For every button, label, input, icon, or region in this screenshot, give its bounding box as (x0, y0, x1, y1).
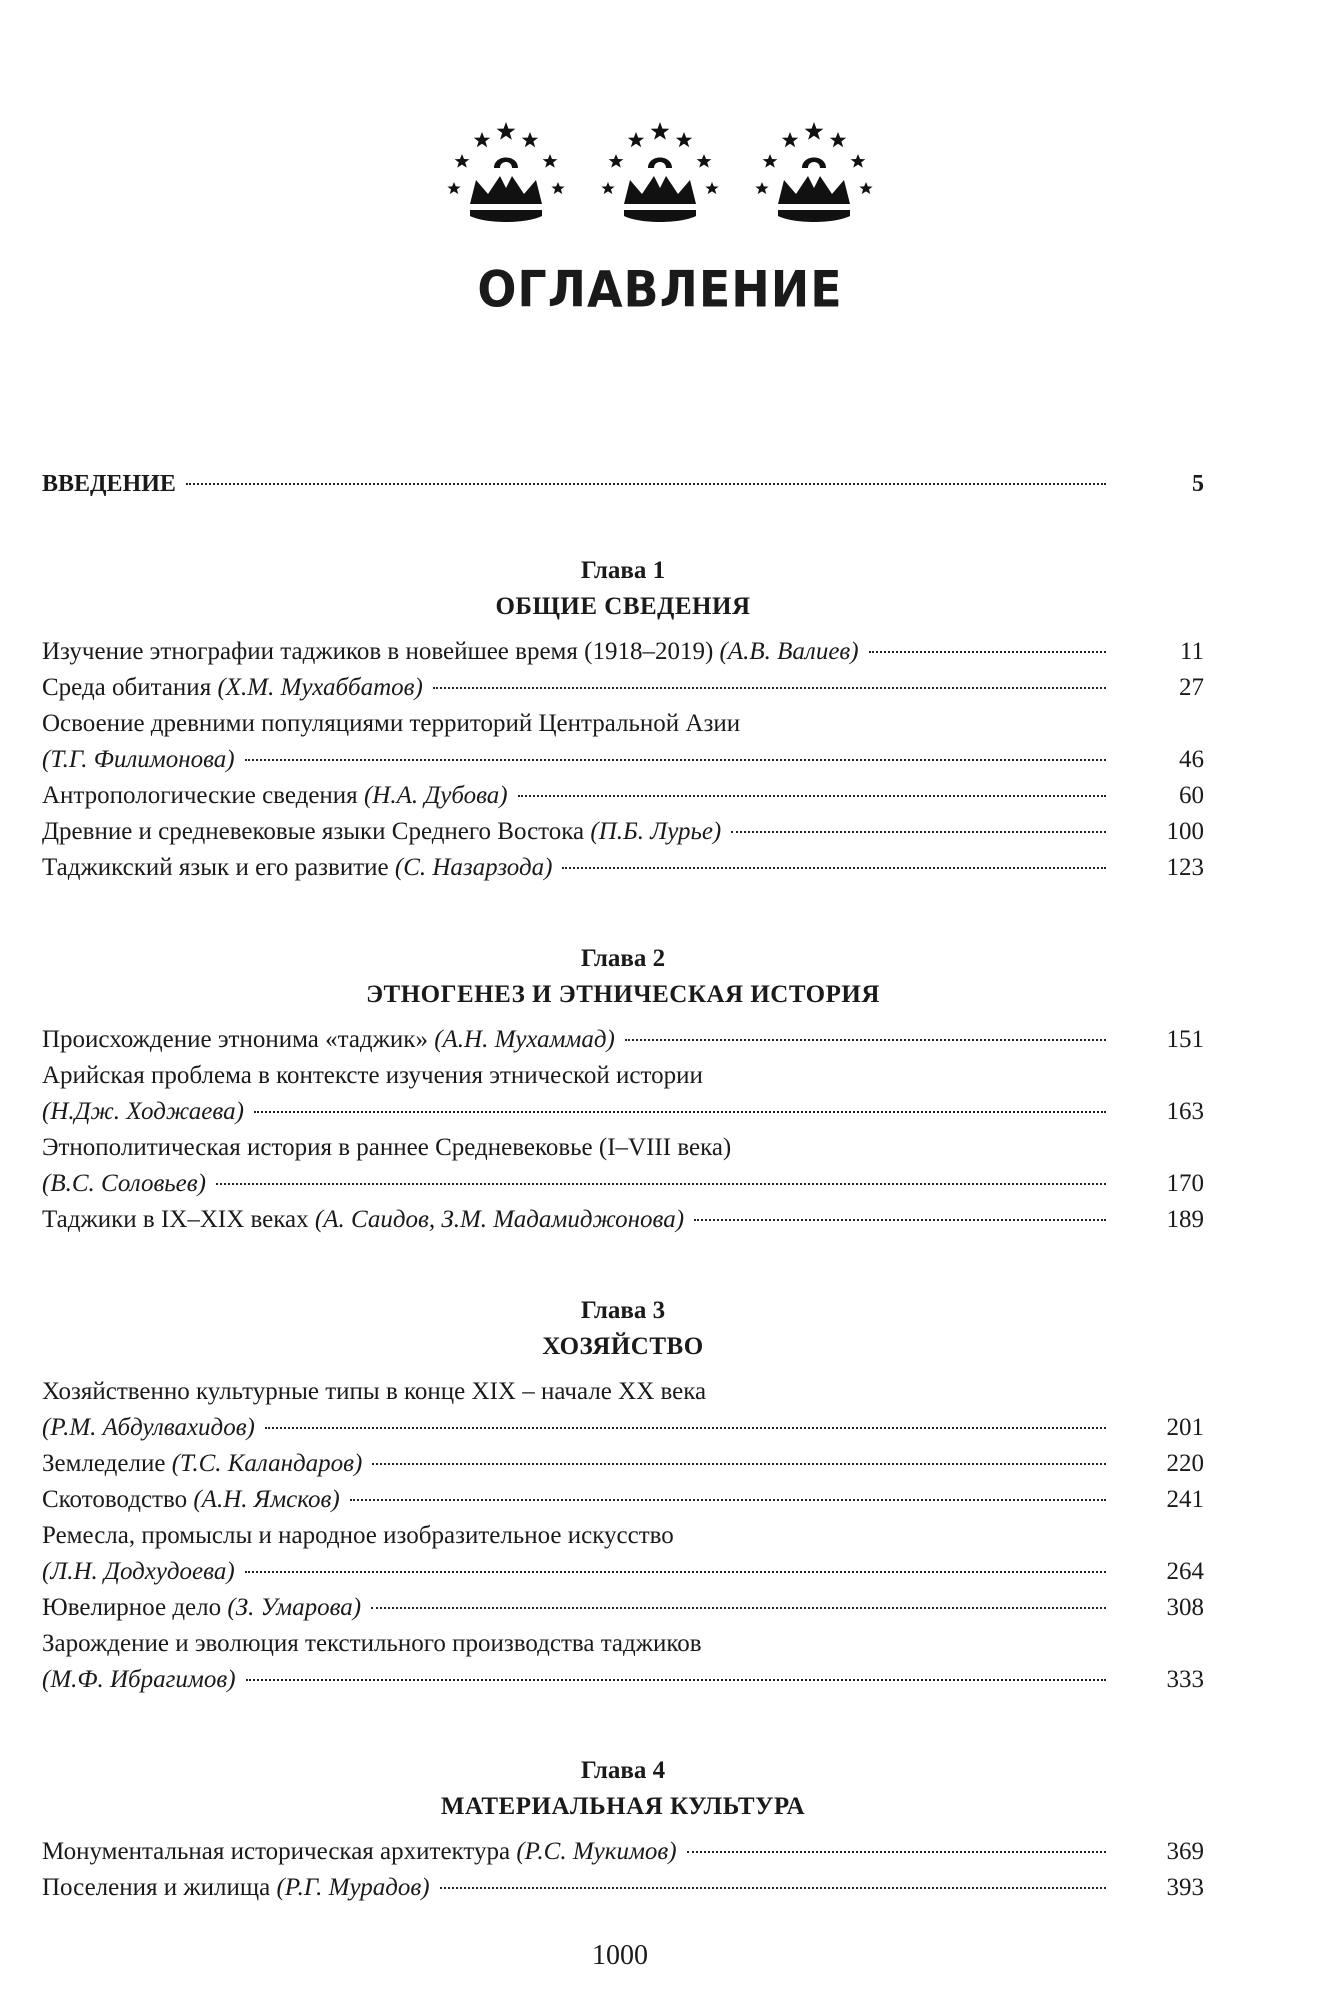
dot-leader (440, 1887, 1106, 1889)
toc-entry-author: (А.Н. Ямсков) (193, 1486, 340, 1513)
toc-entry-row (42, 1166, 1204, 1202)
toc-page-number: 46 (1179, 746, 1204, 773)
toc-entry-title-text: Монументальная историческая архитектура (42, 1838, 517, 1865)
chapter-title: МАТЕРИАЛЬНАЯ КУЛЬТУРА (440, 1793, 806, 1820)
toc-entry-author: (А.В. Валиев) (719, 638, 859, 665)
toc-entry-title (42, 1166, 206, 1202)
dot-leader (265, 1427, 1106, 1429)
toc-entry-author: (Н.А. Дубова) (363, 782, 508, 809)
dot-leader (216, 1183, 1106, 1185)
toc-entry-author: (Л.Н. Додхудоева) (42, 1558, 235, 1585)
toc-entry[interactable] (42, 1482, 1204, 1518)
dot-leader (687, 1851, 1106, 1853)
toc-entry[interactable] (42, 1202, 1204, 1238)
toc-entry-title-text: Среда обитания (42, 674, 218, 701)
toc-page-number: 393 (1166, 1874, 1204, 1901)
chapters-list (42, 554, 1204, 1906)
toc-page-number: 163 (1166, 1098, 1204, 1125)
dot-leader (433, 687, 1106, 689)
toc-entry-title (42, 1022, 615, 1058)
toc-entry-row (42, 1410, 1204, 1446)
toc-entry[interactable] (42, 1130, 1204, 1202)
toc-page-number: 308 (1166, 1594, 1204, 1621)
toc-entry-title (42, 1202, 684, 1238)
crown-stars-icon (754, 118, 874, 230)
toc-entry-author: (З. Умарова) (227, 1594, 362, 1621)
toc-entry-title-text: Антропологические сведения (42, 782, 364, 809)
dot-leader (245, 1571, 1106, 1573)
toc-entry-author: (А.Н. Мухаммад) (434, 1026, 615, 1053)
toc-entry-title-line: Хозяйственно культурные типы в конце XIX – начале XX века (42, 1378, 707, 1405)
chapter-label: Глава 4 (580, 1757, 666, 1784)
toc-entry[interactable] (42, 1870, 1204, 1906)
toc-page-number: 264 (1166, 1558, 1204, 1585)
toc-entry-title: ВВЕДЕНИЕ (42, 471, 176, 497)
toc-entry-title-text: Таджики в IX–XIX веках (42, 1206, 315, 1233)
dot-leader (694, 1219, 1106, 1221)
toc-entry-title (42, 850, 552, 886)
toc-entry-title (42, 1482, 340, 1518)
toc-page-number: 201 (1166, 1414, 1204, 1441)
crown-stars-icon (446, 118, 566, 230)
chapter-section (42, 554, 1204, 886)
toc-entry[interactable] (42, 1590, 1204, 1626)
toc-entry-title (42, 1870, 430, 1906)
toc-entry[interactable] (42, 634, 1204, 670)
dot-leader (254, 1111, 1106, 1113)
toc-entry-title (42, 670, 423, 706)
toc-entry-title-text: Ювелирное дело (42, 1594, 228, 1621)
toc-page-number: 100 (1166, 818, 1204, 845)
toc-entry-row (42, 850, 1204, 886)
toc-entry-row (42, 1834, 1204, 1870)
toc-entry-title-line: Зарождение и эволюция текстильного производства таджиков (42, 1630, 702, 1657)
toc-entry-row (42, 1590, 1204, 1626)
toc-entry-title (42, 1410, 255, 1446)
toc-entry[interactable] (42, 850, 1204, 886)
toc-entry-author: (Р.Г. Мурадов) (276, 1874, 430, 1901)
toc-entry[interactable] (42, 1374, 1204, 1446)
chapter-section (42, 1294, 1204, 1698)
toc-entry-title-line: Арийская проблема в контексте изучения этнической истории (42, 1062, 703, 1089)
toc-entry-title-text: Скотоводство (42, 1486, 194, 1513)
toc-entry-title-text: Происхождение этнонима «таджик» (42, 1026, 435, 1053)
toc-page-number: 27 (1179, 674, 1204, 701)
toc-entry-row (42, 742, 1204, 778)
toc-page-number: 220 (1166, 1450, 1204, 1477)
dot-leader (562, 867, 1106, 869)
toc-entry-title (42, 1554, 235, 1590)
toc-entry-title (42, 1094, 244, 1130)
toc-entry-row (42, 1022, 1204, 1058)
toc-entry-author: (В.С. Соловьев) (42, 1170, 206, 1197)
toc-entry[interactable] (42, 814, 1204, 850)
dot-leader (245, 759, 1106, 761)
toc-entry-title (42, 1662, 236, 1698)
toc-entry-title-text: Таджикский язык и его развитие (42, 854, 395, 881)
toc-page-number: 189 (1166, 1206, 1204, 1233)
toc-entry-author: (П.Б. Лурье) (590, 818, 722, 845)
toc-entry-row (42, 670, 1204, 706)
toc-entry-author: (Р.М. Абдулвахидов) (42, 1414, 255, 1441)
toc-entry-title-line: Ремесла, промыслы и народное изобразительное искусство (42, 1522, 674, 1549)
dot-leader (869, 651, 1106, 653)
toc-entry-title (42, 814, 721, 850)
chapter-title: ЭТНОГЕНЕЗ И ЭТНИЧЕСКАЯ ИСТОРИЯ (366, 981, 880, 1008)
toc-entry-title (42, 1590, 361, 1626)
toc-entry-row (42, 1202, 1204, 1238)
dot-leader (371, 1607, 1106, 1609)
chapter-title: ОБЩИЕ СВЕДЕНИЯ (495, 593, 751, 620)
toc-entry-row (42, 1094, 1204, 1130)
toc-page-number: 5 (1192, 471, 1204, 497)
toc-entry[interactable] (42, 778, 1204, 814)
toc-page-number: 170 (1166, 1170, 1204, 1197)
dot-leader (350, 1499, 1106, 1501)
toc-entry-row (42, 1482, 1204, 1518)
toc-entry-title (42, 778, 508, 814)
dot-leader (372, 1463, 1106, 1465)
toc-entry-row (42, 778, 1204, 814)
dot-leader (246, 1679, 1106, 1681)
toc-entry-author: (Н.Дж. Ходжаева) (42, 1098, 244, 1125)
chapter-label: Глава 3 (580, 1297, 666, 1324)
toc-entry-row (42, 1446, 1204, 1482)
toc-entry-row (42, 1662, 1204, 1698)
page-title: ОГЛАВЛЕНИЕ (477, 259, 843, 319)
toc-entry[interactable] (42, 706, 1204, 778)
footer-page-number: 1000 (592, 1940, 648, 1971)
toc-entry-author: (Т.Г. Филимонова) (42, 746, 235, 773)
toc-page-number: 123 (1166, 854, 1204, 881)
toc-entry[interactable] (42, 1446, 1204, 1482)
toc-entry[interactable] (42, 1058, 1204, 1130)
toc-entry-row (42, 634, 1204, 670)
chapter-label: Глава 1 (580, 557, 666, 584)
toc-entry-title (42, 634, 859, 670)
table-of-contents (42, 466, 1204, 1906)
chapter-section (42, 942, 1204, 1238)
toc-page-number: 333 (1166, 1666, 1204, 1693)
toc-page-number: 11 (1179, 638, 1204, 665)
dot-leader (186, 483, 1106, 485)
toc-entry-title-text: Земледелие (42, 1450, 172, 1477)
toc-entry-author: (М.Ф. Ибрагимов) (42, 1666, 236, 1693)
dot-leader (731, 831, 1106, 833)
chapter-label: Глава 2 (580, 945, 666, 972)
toc-entry[interactable] (42, 670, 1204, 706)
toc-page-number: 60 (1179, 782, 1204, 809)
toc-entry-row (42, 814, 1204, 850)
dot-leader (518, 795, 1106, 797)
toc-entry-title-text: Изучение этнографии таджиков в новейшее время (1918–2019) (42, 638, 720, 665)
toc-page-number: 241 (1166, 1486, 1204, 1513)
chapter-section (42, 1754, 1204, 1906)
crown-stars-icon (600, 118, 720, 230)
toc-entry-author: (А. Саидов, З.М. Мадамиджонова) (314, 1206, 685, 1233)
toc-entry-title (42, 742, 235, 778)
toc-entry-author: (С. Назарзода) (394, 854, 553, 881)
toc-entry-title-line: Этнополитическая история в раннее Средневековье (I–VIII века) (42, 1134, 732, 1161)
toc-entry[interactable] (42, 1834, 1204, 1870)
toc-entry[interactable] (42, 1626, 1204, 1698)
dot-leader (625, 1039, 1106, 1041)
toc-entry-introduction[interactable] (42, 466, 1204, 502)
chapter-title: ХОЗЯЙСТВО (542, 1333, 704, 1360)
toc-entry-title (42, 1834, 677, 1870)
toc-entry-author: (Х.М. Мухаббатов) (217, 674, 423, 701)
toc-entry[interactable] (42, 1518, 1204, 1590)
toc-entry-title-line: Освоение древними популяциями территорий Центральной Азии (42, 710, 741, 737)
toc-entry-author: (Т.С. Каландаров) (171, 1450, 363, 1477)
toc-entry-author: (Р.С. Мукимов) (516, 1838, 677, 1865)
crown-ornament (0, 118, 1320, 230)
toc-page-number: 369 (1166, 1838, 1204, 1865)
toc-entry[interactable] (42, 1022, 1204, 1058)
toc-entry-row (42, 1554, 1204, 1590)
toc-entry-title (42, 1446, 362, 1482)
toc-entry-title-text: Поселения и жилища (42, 1874, 277, 1901)
toc-entry-title-text: Древние и средневековые языки Среднего Востока (42, 818, 591, 845)
toc-entry-row (42, 1870, 1204, 1906)
toc-page-number: 151 (1166, 1026, 1204, 1053)
